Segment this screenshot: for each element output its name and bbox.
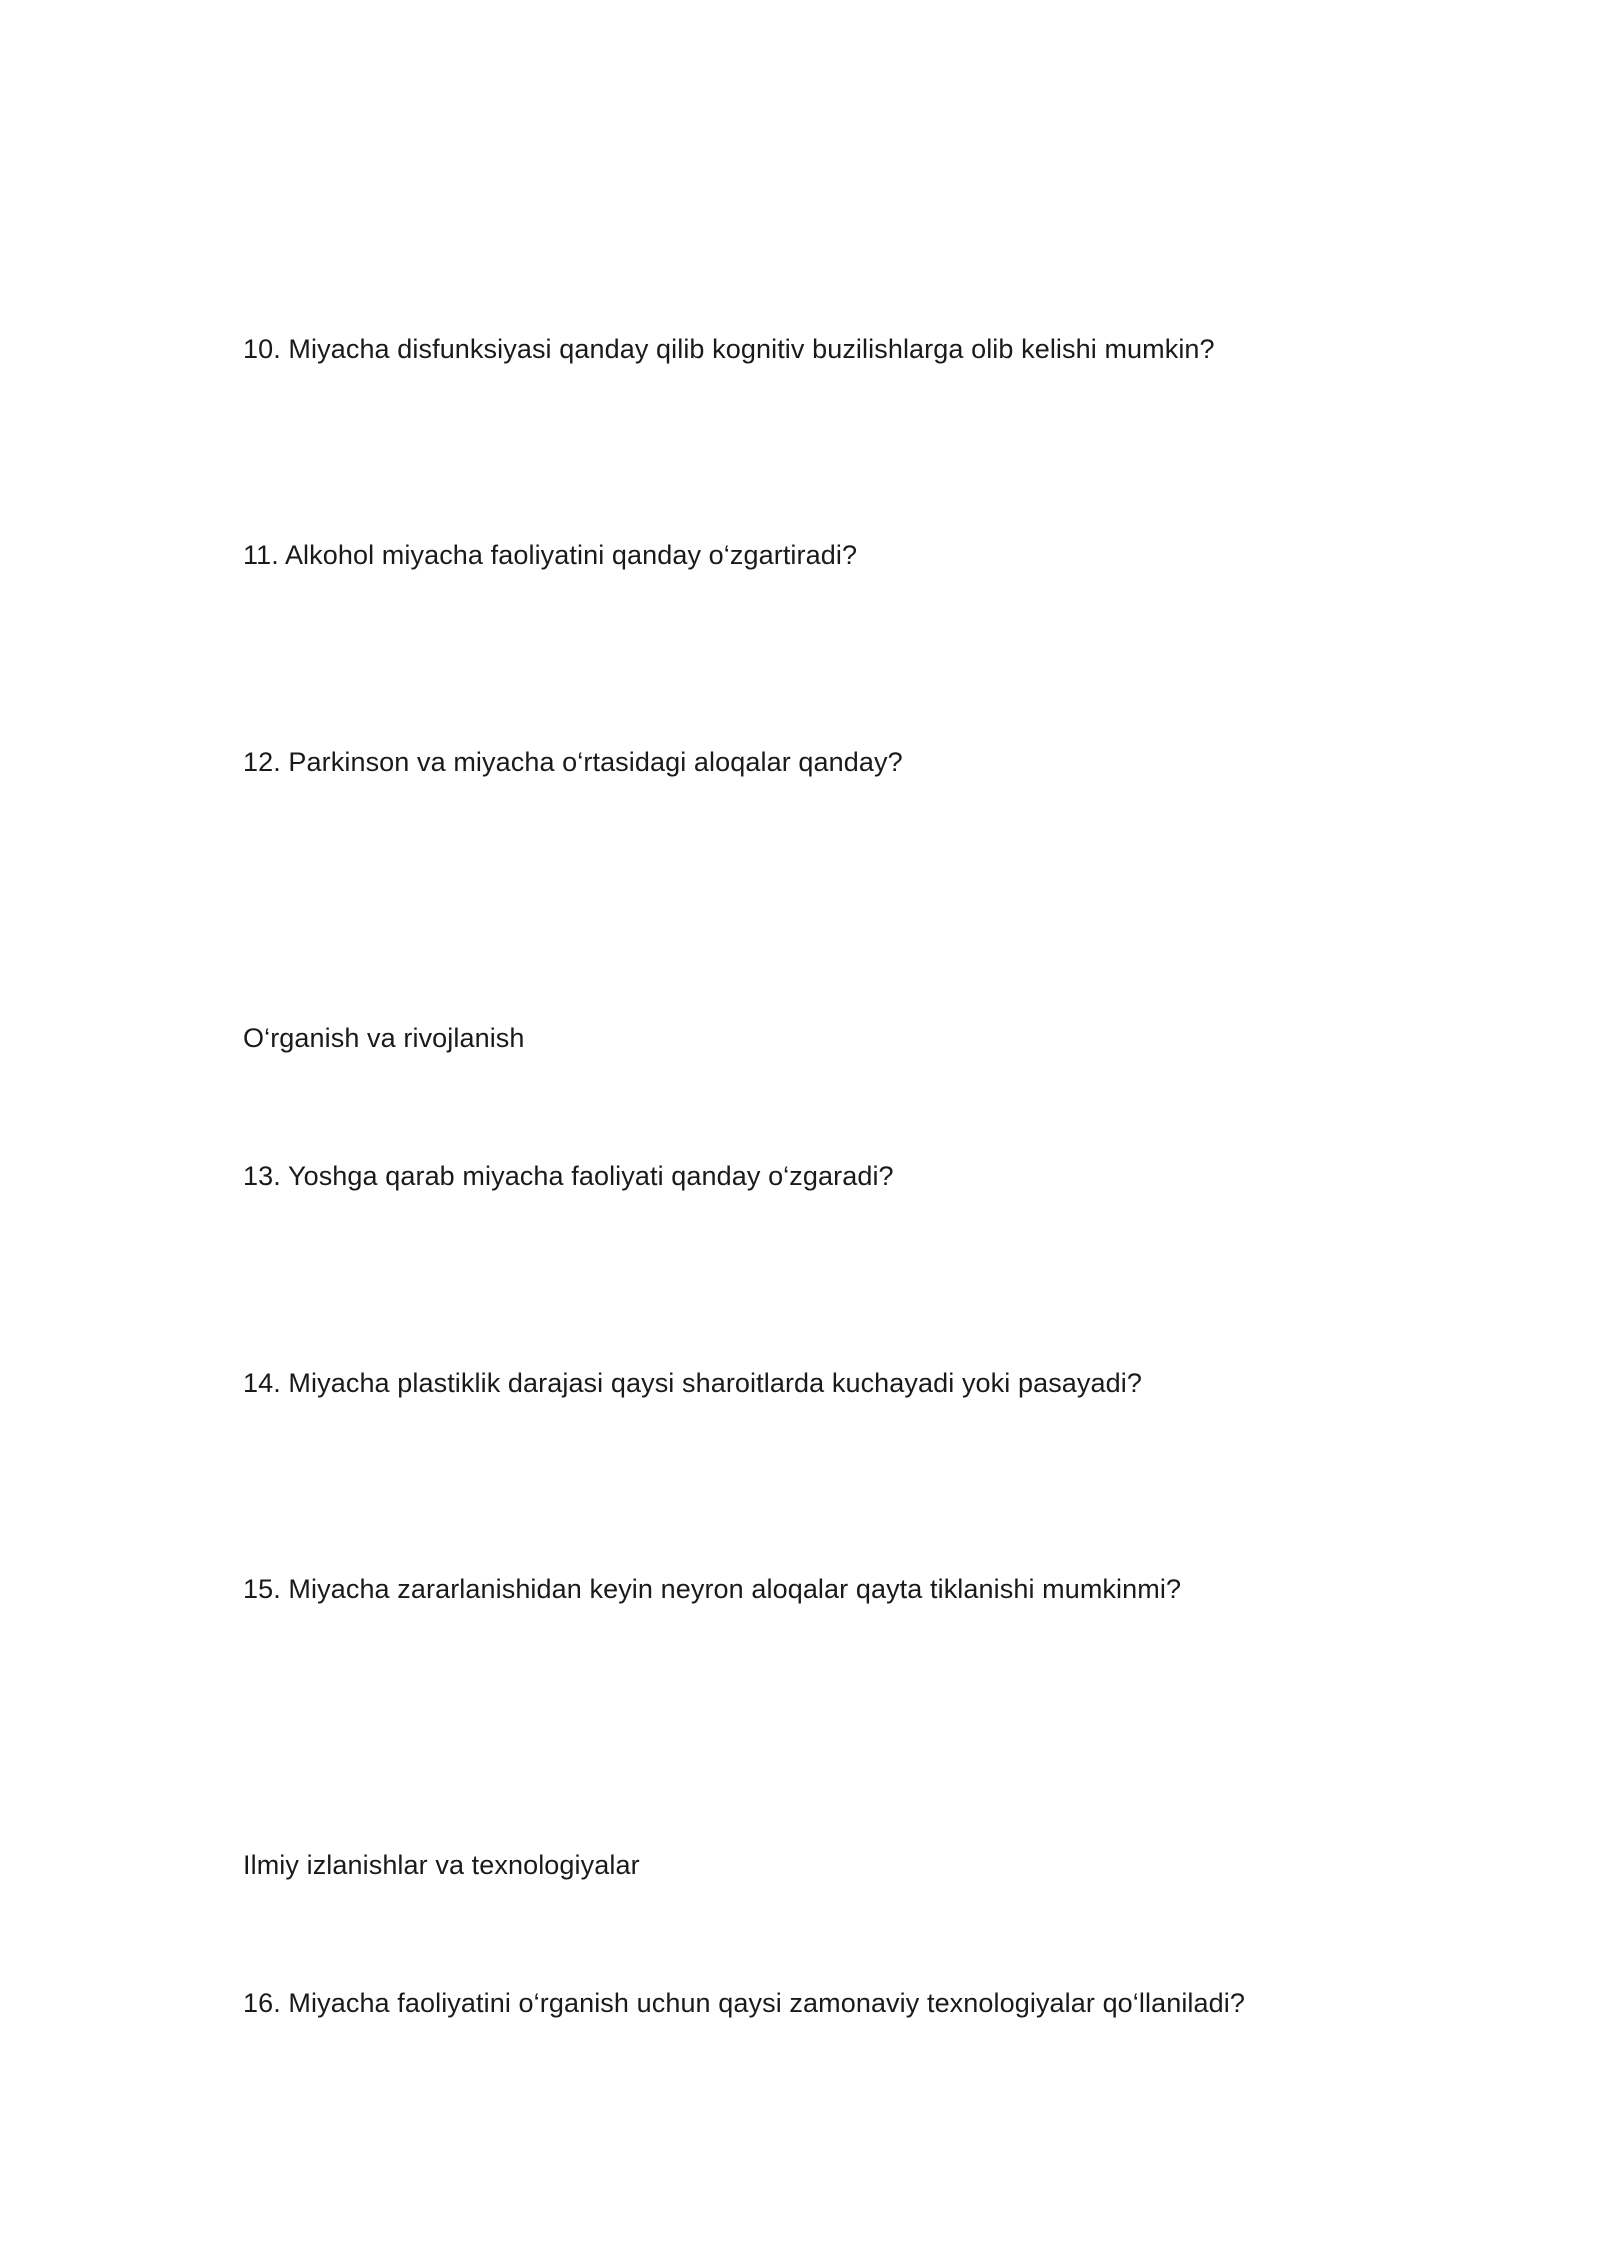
question-12: 12. Parkinson va miyacha o‘rtasidagi aloqalar qanday? bbox=[243, 747, 903, 777]
question-15: 15. Miyacha zararlanishidan keyin neyron aloqalar qayta tiklanishi mumkinmi? bbox=[243, 1574, 1182, 1604]
section-heading-research: Ilmiy izlanishlar va texnologiyalar bbox=[243, 1850, 640, 1880]
question-13: 13. Yoshga qarab miyacha faoliyati qanday o‘zgaradi? bbox=[243, 1161, 894, 1191]
question-11: 11. Alkohol miyacha faoliyatini qanday o‘zgartiradi? bbox=[243, 540, 858, 570]
question-14: 14. Miyacha plastiklik darajasi qaysi sharoitlarda kuchayadi yoki pasayadi? bbox=[243, 1368, 1142, 1398]
section-heading-development: O‘rganish va rivojlanish bbox=[243, 1023, 525, 1053]
question-16: 16. Miyacha faoliyatini o‘rganish uchun qaysi zamonaviy texnologiyalar qo‘llaniladi? bbox=[243, 1988, 1245, 2018]
question-10: 10. Miyacha disfunksiyasi qanday qilib kognitiv buzilishlarga olib kelishi mumkin? bbox=[243, 334, 1215, 364]
